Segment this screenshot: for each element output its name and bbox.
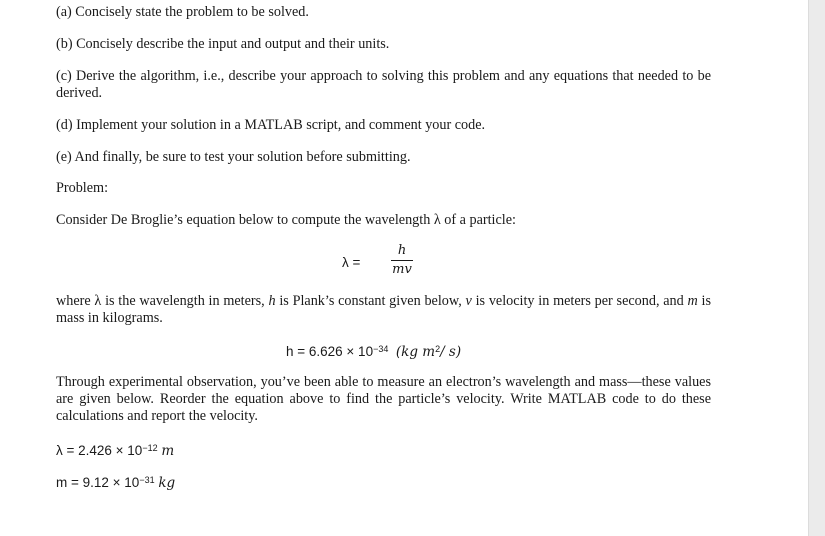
equation-lhs: λ = <box>342 255 361 270</box>
planck-units-exponent: 2 <box>435 344 441 354</box>
mass-unit: kg <box>158 475 176 491</box>
variable-definitions <box>56 293 711 327</box>
where-v: v <box>465 293 472 309</box>
wavelength-exponent: −12 <box>142 443 158 453</box>
observation-paragraph: Through experimental observation, you’ve been able to measure an electron’s wavelength and mass—these values are given below. Reorder the equation above to find the particle’s velocity. Write MATLAB code to do these calculations and report the velocity. <box>56 374 711 424</box>
mass-exponent: −31 <box>139 475 155 485</box>
where-h: h <box>268 293 276 309</box>
instruction-a: (a) Concisely state the problem to be solved. <box>56 4 309 20</box>
where-text-1: where λ is the wavelength in meters, <box>56 293 265 309</box>
planck-units-end: / s) <box>440 344 462 360</box>
equation-denominator: mv <box>392 262 412 277</box>
where-text-4: is mass in kilograms. <box>56 293 711 326</box>
planck-constant <box>286 343 461 361</box>
instruction-d: (d) Implement your solution in a MATLAB script, and comment your code. <box>56 117 486 133</box>
equation-numerator: h <box>397 243 407 258</box>
wavelength-label: λ = 2.426 × 10 <box>56 443 143 458</box>
vertical-scrollbar[interactable] <box>808 0 825 536</box>
instruction-e: (e) And finally, be sure to test your solution before submitting. <box>56 149 411 165</box>
problem-intro: Consider De Broglie’s equation below to compute the wavelength λ of a particle: <box>56 212 516 228</box>
planck-exponent: −34 <box>373 344 389 354</box>
mass-value <box>56 474 175 492</box>
where-text-2: is Plank’s constant given below, <box>279 293 462 309</box>
mass-label: m = 9.12 × 10 <box>56 475 140 490</box>
planck-units: (kg m <box>395 344 436 360</box>
instruction-b: (b) Concisely describe the input and output and their units. <box>56 36 390 52</box>
wavelength-unit: m <box>161 443 175 459</box>
wavelength-value <box>56 442 174 460</box>
where-m: m <box>687 293 698 309</box>
planck-value: h = 6.626 × 10 <box>286 344 374 359</box>
fraction-bar <box>391 260 413 261</box>
where-text-3: is velocity in meters per second, and <box>475 293 684 309</box>
equation-fraction <box>391 244 413 277</box>
instruction-c: (c) Derive the algorithm, i.e., describe your approach to solving this problem and any equations that needed to be derived. <box>56 68 711 101</box>
problem-label: Problem: <box>56 180 109 196</box>
de-broglie-equation <box>342 244 482 280</box>
